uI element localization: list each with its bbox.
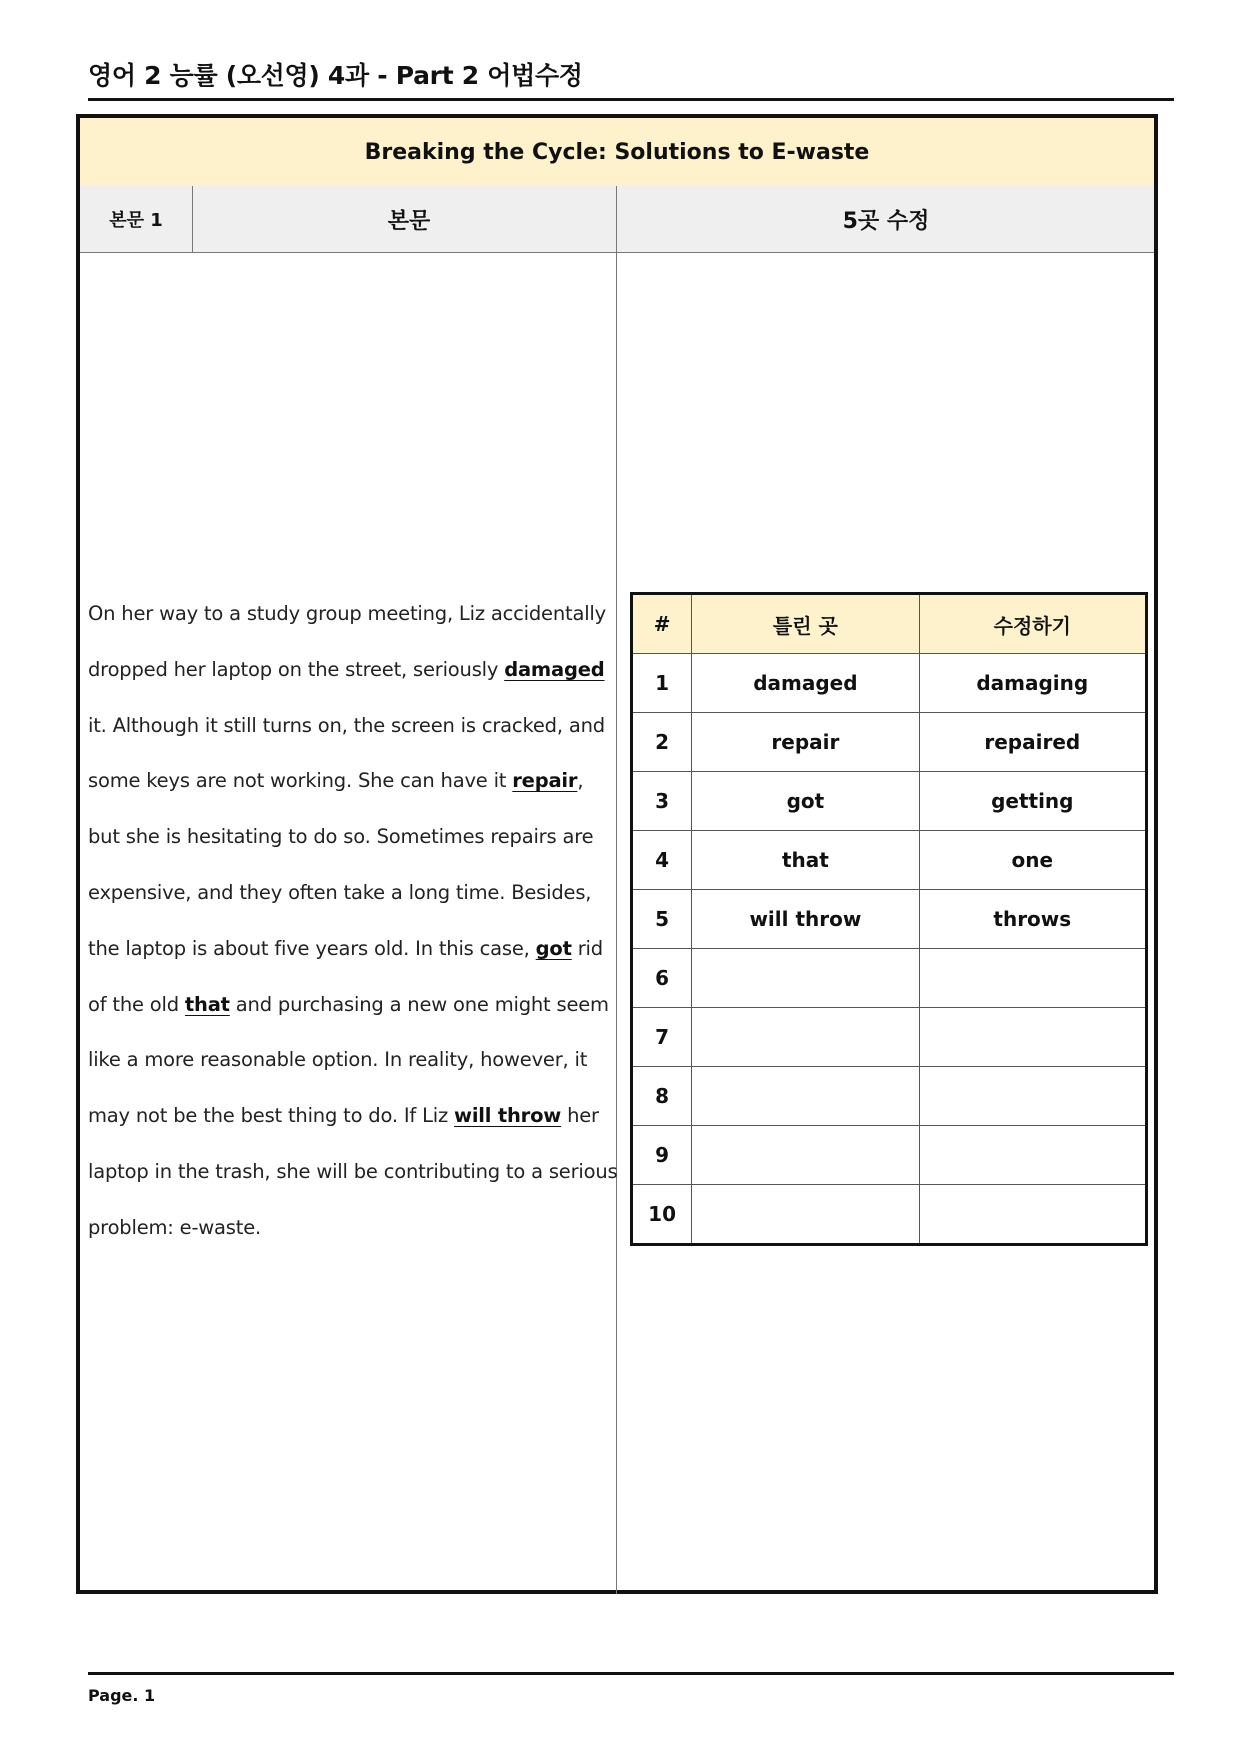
row-number: 9 [632, 1126, 692, 1185]
wrong-cell[interactable]: got [692, 772, 919, 831]
table-row [632, 949, 1147, 1008]
wrong-cell[interactable] [692, 1126, 919, 1185]
fix-cell[interactable]: repaired [919, 713, 1146, 772]
correction-table [630, 592, 1148, 1246]
header-divider [88, 98, 1174, 101]
body-column-heading: 본문 [387, 208, 431, 234]
fix-cell[interactable]: one [919, 831, 1146, 890]
fix-cell[interactable] [919, 1067, 1146, 1126]
document-title: 영어 2 능률 (오선영) 4과 - Part 2 어법수정 [88, 61, 583, 90]
wrong-cell[interactable] [692, 949, 919, 1008]
column-header-row [80, 186, 1154, 253]
row-number: 3 [632, 772, 692, 831]
table-row [632, 772, 1147, 831]
wrong-cell[interactable]: that [692, 831, 919, 890]
fix-cell[interactable] [919, 1185, 1146, 1245]
wrong-cell[interactable]: repair [692, 713, 919, 772]
row-number: 1 [632, 654, 692, 713]
error-underline-3: got [535, 936, 572, 960]
passage-text [88, 586, 618, 1256]
passage-segment: her laptop in the trash, she will be contributing to a serious problem: e-waste. [88, 1104, 618, 1239]
wrong-cell[interactable]: damaged [692, 654, 919, 713]
fix-cell[interactable]: getting [919, 772, 1146, 831]
section-title: Breaking the Cycle: Solutions to E-waste [80, 118, 1154, 187]
number-header: # [632, 594, 692, 654]
row-number: 10 [632, 1185, 692, 1245]
wrong-cell[interactable]: will throw [692, 890, 919, 949]
correction-table-header [632, 594, 1147, 654]
table-row [632, 1067, 1147, 1126]
wrong-header: 틀린 곳 [692, 594, 919, 654]
fix-cell[interactable]: throws [919, 890, 1146, 949]
footer-divider [88, 1672, 1174, 1675]
row-number: 5 [632, 890, 692, 949]
table-row [632, 1008, 1147, 1067]
passage-label: 본문 1 [80, 186, 193, 252]
worksheet-frame [76, 114, 1158, 1594]
fix-column-heading: 5곳 수정 [616, 186, 1155, 252]
error-underline-4: that [184, 992, 230, 1016]
wrong-cell[interactable] [692, 1067, 919, 1126]
row-number: 2 [632, 713, 692, 772]
row-number: 7 [632, 1008, 692, 1067]
table-row [632, 831, 1147, 890]
error-underline-2: repair [512, 769, 578, 793]
error-underline-1: damaged [504, 657, 605, 681]
fix-cell[interactable]: damaging [919, 654, 1146, 713]
wrong-cell[interactable] [692, 1008, 919, 1067]
page-number: Page. 1 [88, 1686, 156, 1705]
table-row [632, 654, 1147, 713]
table-row [632, 1126, 1147, 1185]
fix-cell[interactable] [919, 949, 1146, 1008]
table-row [632, 890, 1147, 949]
fix-header: 수정하기 [919, 594, 1146, 654]
passage-segment: and purchasing a new one might seem like a more reasonable option. In reality, however, it may not be the best thing to do. If Liz [88, 992, 609, 1128]
passage-segment: it. Although it still turns on, the screen is cracked, and some keys are not working. She can have it [88, 713, 605, 793]
passage-segment: rid of the old [88, 936, 603, 1016]
passage-segment: , but she is hesitating to do so. Sometimes repairs are expensive, and they often take a long time. Besides, the laptop is about five years old. In this case, [88, 769, 594, 960]
table-row [632, 713, 1147, 772]
table-row [632, 1185, 1147, 1245]
fix-cell[interactable] [919, 1126, 1146, 1185]
fix-cell[interactable] [919, 1008, 1146, 1067]
passage-segment: On her way to a study group meeting, Liz accidentally dropped her laptop on the street, seriously [88, 602, 606, 681]
row-number: 8 [632, 1067, 692, 1126]
wrong-cell[interactable] [692, 1185, 919, 1245]
row-number: 6 [632, 949, 692, 1008]
row-number: 4 [632, 831, 692, 890]
error-underline-5: will throw [454, 1104, 562, 1128]
